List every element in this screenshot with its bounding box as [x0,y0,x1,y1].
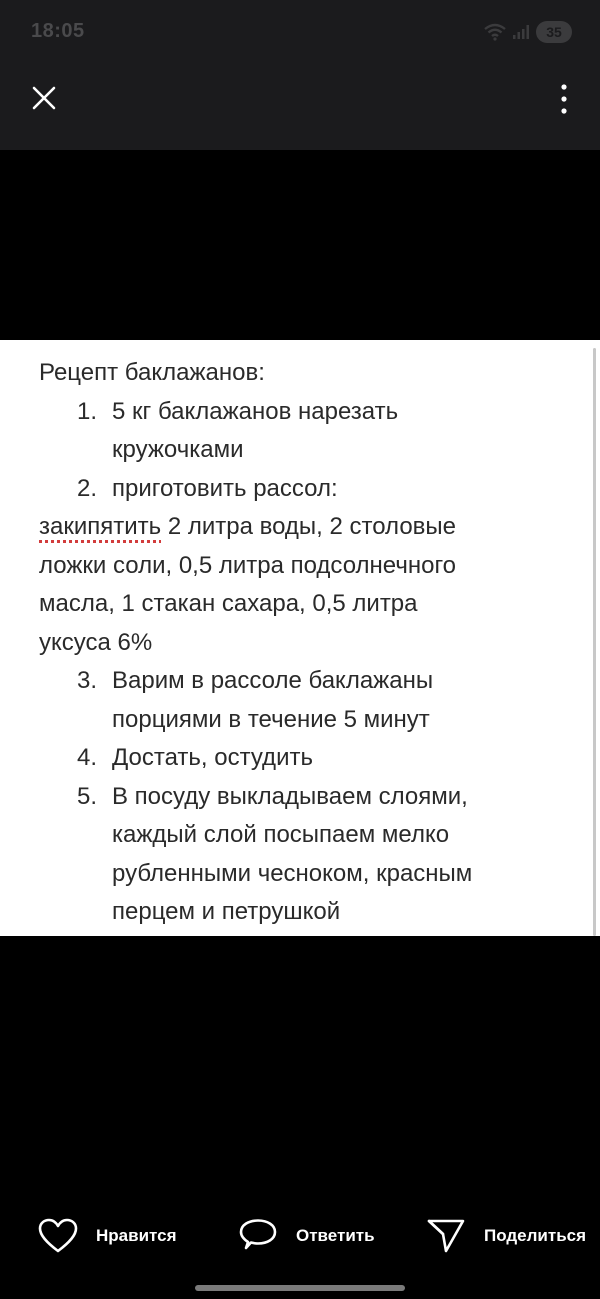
paragraph-line [39,508,579,547]
status-icons [484,20,572,44]
list-item [39,470,579,509]
share-label: Поделиться [484,1226,587,1245]
list-item [39,778,579,932]
signal-icon [512,24,530,40]
recipe-title: Рецепт баклажанов: [39,359,265,386]
list-number [39,662,97,739]
status-time: 18:05 [31,20,85,42]
misspelled-word: закипятить [39,513,162,540]
list-item-line: приготовить рассол: [112,474,338,502]
list-number-text: 4. [76,744,97,771]
list-number [39,739,97,778]
close-button[interactable] [28,82,60,114]
list-number-text: 3. [76,667,97,694]
paragraph-line: масла, 1 стакан сахара, 0,5 литра [39,590,418,617]
top-header [0,0,600,150]
list-item [39,662,579,739]
list-item-line: перцем и петрушкой [112,898,341,925]
paragraph-line: уксуса 6% [39,628,153,656]
list-item-line: кружочками [112,436,244,463]
list-number-text: 2. [76,474,97,502]
scrollbar[interactable] [593,348,596,936]
reply-label: Ответить [296,1226,375,1245]
list-number [39,778,97,932]
list-item-line: порциями в течение 5 минут [112,705,430,733]
close-icon [28,82,60,114]
list-item [39,393,579,470]
list-number [39,393,97,470]
list-item-line: рубленными чесноком, красным [112,859,473,887]
list-item-line: 5 кг баклажанов нарезать [112,397,399,425]
send-icon [426,1218,466,1254]
heart-icon [38,1218,78,1254]
comment-icon [238,1218,278,1254]
share-button[interactable] [426,1210,586,1262]
recipe-text [39,354,579,932]
more-vertical-icon [554,82,574,116]
list-item-line: каждый слой посыпаем мелко [112,821,450,848]
list-number-text: 5. [76,782,97,810]
home-indicator[interactable] [195,1285,405,1291]
list-number-text: 1. [76,397,97,425]
more-options-button[interactable] [554,82,574,116]
list-number [39,470,97,509]
list-item-line: Варим в рассоле баклажаны [112,667,434,694]
paragraph-text: 2 литра воды, 2 столовые [161,513,457,540]
list-item [39,739,579,778]
story-image [0,340,600,936]
like-label: Нравится [96,1226,177,1245]
like-button[interactable] [38,1210,177,1262]
list-item-line: В посуду выкладываем слоями, [112,782,468,810]
list-item-line: Достать, остудить [112,744,313,771]
wifi-icon [484,23,506,41]
paragraph-line: ложки соли, 0,5 литра подсолнечного [39,551,457,579]
battery-icon: 35 [536,21,572,43]
action-bar [0,1210,600,1262]
reply-button[interactable] [238,1210,375,1262]
